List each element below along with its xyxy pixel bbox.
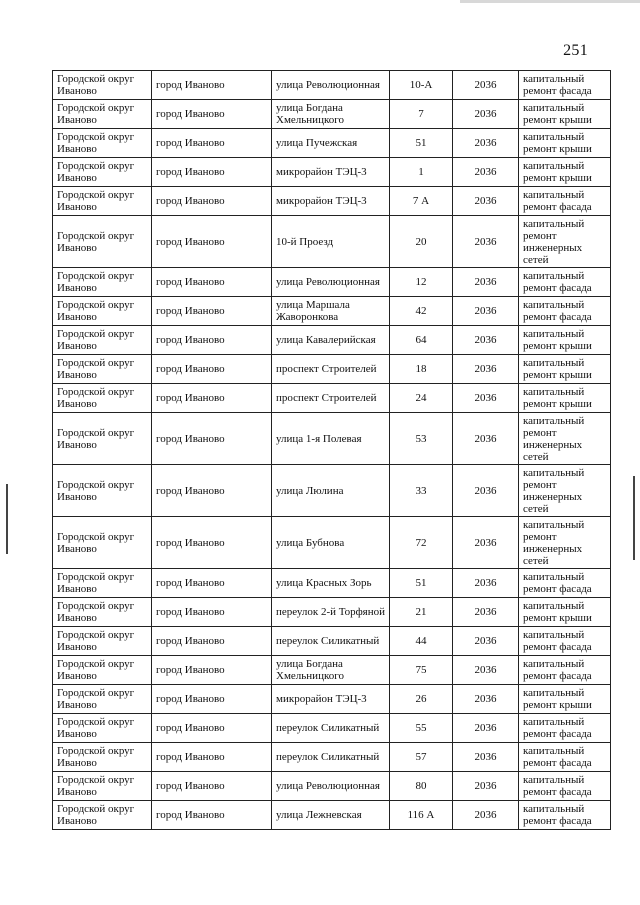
work-type-cell: капитальный ремонт инженерных сетей bbox=[519, 216, 611, 268]
street-cell: улица Люлина bbox=[272, 465, 390, 517]
street-cell: улица Пучежская bbox=[272, 129, 390, 158]
street-cell: переулок 2-й Торфяной bbox=[272, 598, 390, 627]
work-type-cell: капитальный ремонт фасада bbox=[519, 569, 611, 598]
work-type-cell: капитальный ремонт фасада bbox=[519, 801, 611, 830]
year-cell: 2036 bbox=[453, 100, 519, 129]
city-cell: город Иваново bbox=[152, 743, 272, 772]
okrug-cell: Городской округ Иваново bbox=[53, 268, 152, 297]
okrug-cell: Городской округ Иваново bbox=[53, 100, 152, 129]
street-cell: улица Маршала Жаворонкова bbox=[272, 297, 390, 326]
year-cell: 2036 bbox=[453, 71, 519, 100]
city-cell: город Иваново bbox=[152, 413, 272, 465]
year-cell: 2036 bbox=[453, 801, 519, 830]
okrug-cell: Городской округ Иваново bbox=[53, 569, 152, 598]
city-cell: город Иваново bbox=[152, 801, 272, 830]
work-type-cell: капитальный ремонт крыши bbox=[519, 384, 611, 413]
city-cell: город Иваново bbox=[152, 158, 272, 187]
house-number-cell: 24 bbox=[390, 384, 453, 413]
year-cell: 2036 bbox=[453, 355, 519, 384]
city-cell: город Иваново bbox=[152, 216, 272, 268]
table-row bbox=[53, 772, 611, 801]
okrug-cell: Городской округ Иваново bbox=[53, 297, 152, 326]
year-cell: 2036 bbox=[453, 413, 519, 465]
table-row bbox=[53, 268, 611, 297]
table-row bbox=[53, 100, 611, 129]
street-cell: улица Богдана Хмельницкого bbox=[272, 100, 390, 129]
city-cell: город Иваново bbox=[152, 656, 272, 685]
table-row bbox=[53, 355, 611, 384]
year-cell: 2036 bbox=[453, 685, 519, 714]
work-type-cell: капитальный ремонт фасада bbox=[519, 187, 611, 216]
okrug-cell: Городской округ Иваново bbox=[53, 627, 152, 656]
city-cell: город Иваново bbox=[152, 714, 272, 743]
street-cell: 10-й Проезд bbox=[272, 216, 390, 268]
work-type-cell: капитальный ремонт фасада bbox=[519, 743, 611, 772]
house-number-cell: 26 bbox=[390, 685, 453, 714]
street-cell: микрорайон ТЭЦ-3 bbox=[272, 158, 390, 187]
okrug-cell: Городской округ Иваново bbox=[53, 685, 152, 714]
work-type-cell: капитальный ремонт фасада bbox=[519, 71, 611, 100]
table-row bbox=[53, 465, 611, 517]
okrug-cell: Городской округ Иваново bbox=[53, 465, 152, 517]
page-number: 251 bbox=[563, 42, 588, 59]
house-number-cell: 10-А bbox=[390, 71, 453, 100]
house-number-cell: 116 А bbox=[390, 801, 453, 830]
house-number-cell: 20 bbox=[390, 216, 453, 268]
okrug-cell: Городской округ Иваново bbox=[53, 656, 152, 685]
street-cell: улица Лежневская bbox=[272, 801, 390, 830]
table-row bbox=[53, 413, 611, 465]
table-row bbox=[53, 656, 611, 685]
city-cell: город Иваново bbox=[152, 326, 272, 355]
house-number-cell: 7 А bbox=[390, 187, 453, 216]
work-type-cell: капитальный ремонт крыши bbox=[519, 326, 611, 355]
work-type-cell: капитальный ремонт крыши bbox=[519, 158, 611, 187]
table-row bbox=[53, 517, 611, 569]
city-cell: город Иваново bbox=[152, 129, 272, 158]
city-cell: город Иваново bbox=[152, 100, 272, 129]
okrug-cell: Городской округ Иваново bbox=[53, 714, 152, 743]
work-type-cell: капитальный ремонт фасада bbox=[519, 268, 611, 297]
table-row bbox=[53, 297, 611, 326]
repair-schedule-table bbox=[52, 70, 611, 830]
table-row bbox=[53, 714, 611, 743]
table-row bbox=[53, 685, 611, 714]
house-number-cell: 12 bbox=[390, 268, 453, 297]
okrug-cell: Городской округ Иваново bbox=[53, 216, 152, 268]
year-cell: 2036 bbox=[453, 465, 519, 517]
work-type-cell: капитальный ремонт крыши bbox=[519, 598, 611, 627]
street-cell: переулок Силикатный bbox=[272, 743, 390, 772]
street-cell: улица Богдана Хмельницкого bbox=[272, 656, 390, 685]
table-row bbox=[53, 598, 611, 627]
house-number-cell: 42 bbox=[390, 297, 453, 326]
work-type-cell: капитальный ремонт инженерных сетей bbox=[519, 413, 611, 465]
street-cell: проспект Строителей bbox=[272, 355, 390, 384]
table-row bbox=[53, 743, 611, 772]
year-cell: 2036 bbox=[453, 129, 519, 158]
house-number-cell: 75 bbox=[390, 656, 453, 685]
work-type-cell: капитальный ремонт крыши bbox=[519, 129, 611, 158]
okrug-cell: Городской округ Иваново bbox=[53, 71, 152, 100]
year-cell: 2036 bbox=[453, 158, 519, 187]
scan-edge-top bbox=[460, 0, 640, 3]
street-cell: микрорайон ТЭЦ-3 bbox=[272, 685, 390, 714]
year-cell: 2036 bbox=[453, 627, 519, 656]
work-type-cell: капитальный ремонт фасада bbox=[519, 656, 611, 685]
year-cell: 2036 bbox=[453, 743, 519, 772]
table-row bbox=[53, 627, 611, 656]
city-cell: город Иваново bbox=[152, 517, 272, 569]
city-cell: город Иваново bbox=[152, 187, 272, 216]
house-number-cell: 51 bbox=[390, 569, 453, 598]
work-type-cell: капитальный ремонт фасада bbox=[519, 772, 611, 801]
house-number-cell: 64 bbox=[390, 326, 453, 355]
okrug-cell: Городской округ Иваново bbox=[53, 743, 152, 772]
city-cell: город Иваново bbox=[152, 384, 272, 413]
work-type-cell: капитальный ремонт инженерных сетей bbox=[519, 517, 611, 569]
table-row bbox=[53, 216, 611, 268]
table-row bbox=[53, 158, 611, 187]
house-number-cell: 33 bbox=[390, 465, 453, 517]
house-number-cell: 57 bbox=[390, 743, 453, 772]
house-number-cell: 51 bbox=[390, 129, 453, 158]
year-cell: 2036 bbox=[453, 714, 519, 743]
table-row bbox=[53, 71, 611, 100]
scan-edge-left bbox=[6, 484, 8, 554]
street-cell: улица Революционная bbox=[272, 268, 390, 297]
city-cell: город Иваново bbox=[152, 598, 272, 627]
city-cell: город Иваново bbox=[152, 268, 272, 297]
house-number-cell: 53 bbox=[390, 413, 453, 465]
year-cell: 2036 bbox=[453, 384, 519, 413]
year-cell: 2036 bbox=[453, 187, 519, 216]
table-row bbox=[53, 129, 611, 158]
house-number-cell: 18 bbox=[390, 355, 453, 384]
street-cell: проспект Строителей bbox=[272, 384, 390, 413]
table-row bbox=[53, 187, 611, 216]
year-cell: 2036 bbox=[453, 517, 519, 569]
house-number-cell: 7 bbox=[390, 100, 453, 129]
city-cell: город Иваново bbox=[152, 355, 272, 384]
okrug-cell: Городской округ Иваново bbox=[53, 158, 152, 187]
work-type-cell: капитальный ремонт фасада bbox=[519, 297, 611, 326]
okrug-cell: Городской округ Иваново bbox=[53, 598, 152, 627]
year-cell: 2036 bbox=[453, 216, 519, 268]
okrug-cell: Городской округ Иваново bbox=[53, 517, 152, 569]
okrug-cell: Городской округ Иваново bbox=[53, 326, 152, 355]
okrug-cell: Городской округ Иваново bbox=[53, 129, 152, 158]
okrug-cell: Городской округ Иваново bbox=[53, 801, 152, 830]
city-cell: город Иваново bbox=[152, 685, 272, 714]
scan-edge-right bbox=[633, 476, 635, 560]
street-cell: переулок Силикатный bbox=[272, 714, 390, 743]
house-number-cell: 72 bbox=[390, 517, 453, 569]
house-number-cell: 44 bbox=[390, 627, 453, 656]
street-cell: улица Бубнова bbox=[272, 517, 390, 569]
table-row bbox=[53, 384, 611, 413]
work-type-cell: капитальный ремонт фасада bbox=[519, 627, 611, 656]
city-cell: город Иваново bbox=[152, 297, 272, 326]
work-type-cell: капитальный ремонт крыши bbox=[519, 100, 611, 129]
house-number-cell: 1 bbox=[390, 158, 453, 187]
city-cell: город Иваново bbox=[152, 772, 272, 801]
street-cell: улица Революционная bbox=[272, 71, 390, 100]
table-row bbox=[53, 801, 611, 830]
work-type-cell: капитальный ремонт инженерных сетей bbox=[519, 465, 611, 517]
okrug-cell: Городской округ Иваново bbox=[53, 355, 152, 384]
table-row bbox=[53, 569, 611, 598]
street-cell: переулок Силикатный bbox=[272, 627, 390, 656]
city-cell: город Иваново bbox=[152, 627, 272, 656]
city-cell: город Иваново bbox=[152, 71, 272, 100]
work-type-cell: капитальный ремонт фасада bbox=[519, 714, 611, 743]
year-cell: 2036 bbox=[453, 598, 519, 627]
street-cell: улица Красных Зорь bbox=[272, 569, 390, 598]
okrug-cell: Городской округ Иваново bbox=[53, 772, 152, 801]
year-cell: 2036 bbox=[453, 326, 519, 355]
house-number-cell: 21 bbox=[390, 598, 453, 627]
year-cell: 2036 bbox=[453, 297, 519, 326]
table-row bbox=[53, 326, 611, 355]
year-cell: 2036 bbox=[453, 656, 519, 685]
year-cell: 2036 bbox=[453, 569, 519, 598]
work-type-cell: капитальный ремонт крыши bbox=[519, 355, 611, 384]
okrug-cell: Городской округ Иваново bbox=[53, 187, 152, 216]
work-type-cell: капитальный ремонт крыши bbox=[519, 685, 611, 714]
okrug-cell: Городской округ Иваново bbox=[53, 413, 152, 465]
street-cell: улица Кавалерийская bbox=[272, 326, 390, 355]
year-cell: 2036 bbox=[453, 772, 519, 801]
street-cell: улица Революционная bbox=[272, 772, 390, 801]
house-number-cell: 80 bbox=[390, 772, 453, 801]
year-cell: 2036 bbox=[453, 268, 519, 297]
city-cell: город Иваново bbox=[152, 465, 272, 517]
city-cell: город Иваново bbox=[152, 569, 272, 598]
okrug-cell: Городской округ Иваново bbox=[53, 384, 152, 413]
street-cell: улица 1-я Полевая bbox=[272, 413, 390, 465]
house-number-cell: 55 bbox=[390, 714, 453, 743]
street-cell: микрорайон ТЭЦ-3 bbox=[272, 187, 390, 216]
table-body bbox=[53, 71, 611, 830]
